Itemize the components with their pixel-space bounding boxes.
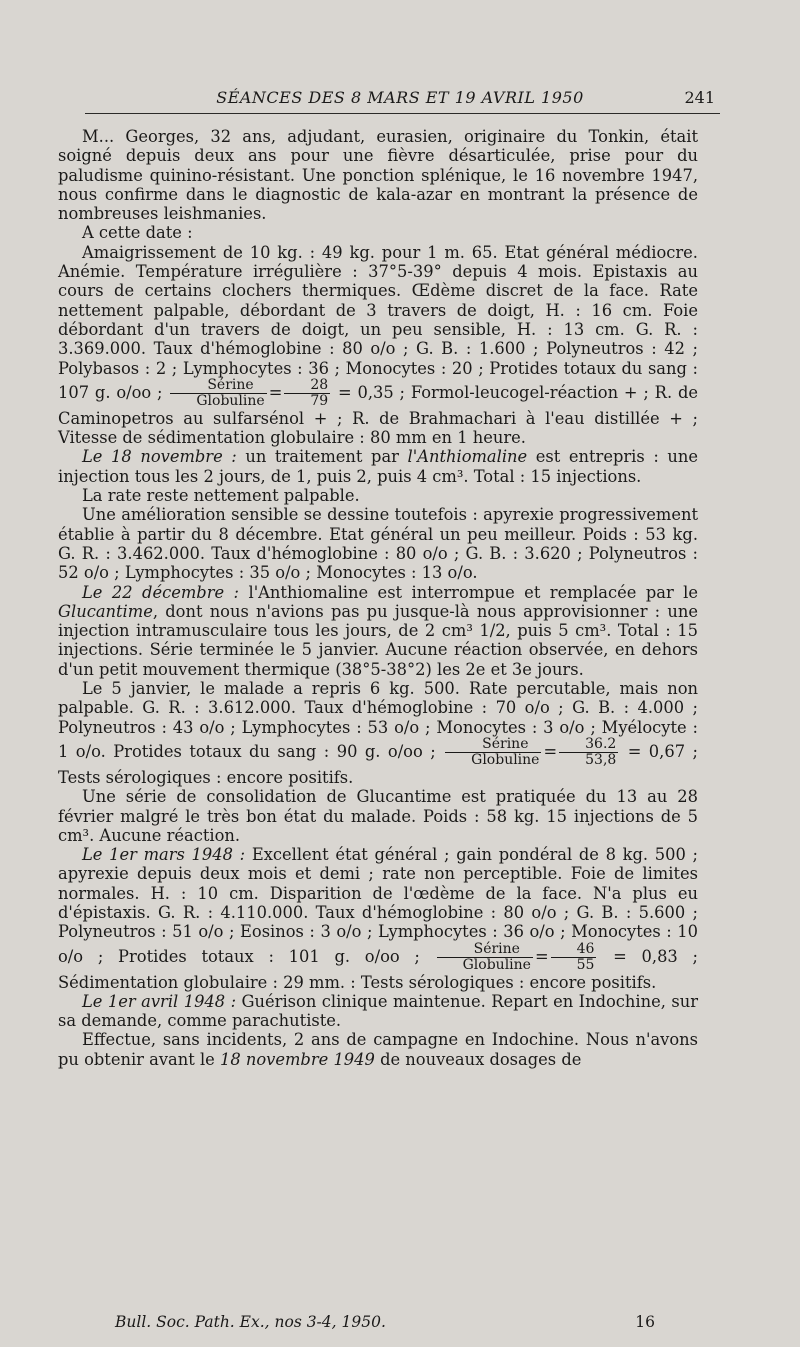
paragraph-text: = 0,67 ; Tests sérologiques : encore positifs.: [58, 741, 698, 787]
page-number: 241: [684, 88, 715, 107]
ratio-fraction: [170, 378, 266, 409]
paragraph: [58, 127, 698, 223]
date-label: Le 1er avril 1948 :: [82, 991, 237, 1011]
date-label: Le 18 novembre :: [82, 447, 237, 467]
journal-citation: Bull. Soc. Path. Ex., nos 3-4, 1950.: [115, 1313, 386, 1331]
paragraph: Le 5 janvier, le malade a repris 6 kg. 500. Rate percutable, mais non palpable. G. R. : 3.612.000. Taux d'hémoglobine : 70 o/o ; G. B. : 4.000 ; Polyneutros : 43 o/o ; Lymphocytes : 53 o/o ; Monocytes : 3 o/o ; Myélocyte : 1 o/o. Protides totaux du sang : 90 g. o/oo ; $\frac{\text{Sérine}}{\text{Globuline}}$ = $\frac{36.2}{53,8}$ = 0,67 ; Tests sérologiques : encore positifs.: [58, 679, 698, 787]
ratio-fraction: [559, 737, 618, 768]
fraction-numerator: Sérine: [473, 940, 520, 957]
fraction-numerator: Sérine: [207, 376, 254, 393]
article-body: [58, 127, 698, 1069]
drug-name: Glucantime: [58, 601, 153, 621]
paragraph: [58, 787, 698, 845]
fraction-denominator: Globuline: [437, 957, 533, 973]
paragraph-text: est entrepris : une injection tous les 2 jours, de 1, puis 2, puis 4 cm³. Total : 15 injections.: [58, 447, 698, 486]
ratio-fraction: [284, 378, 330, 409]
running-header: [85, 88, 715, 112]
paragraph: [58, 447, 698, 486]
ratio-fraction: [551, 942, 597, 973]
fraction-denominator: Globuline: [170, 393, 266, 409]
paragraph-text: Une amélioration sensible se dessine toutefois : apyrexie progressivement établie à partir du 8 décembre. Etat général un peu meilleur. Poids : 53 kg. G. R. : 3.462.000. Taux d'hémoglobine : 80 o/o ; G. B. : 3.620 ; Polyneutros : 52 o/o ; Lymphocytes : 35 o/o ; Monocytes : 13 o/o.: [58, 505, 698, 583]
paragraph-text: un traitement par: [236, 447, 408, 467]
fraction-numerator: 46: [576, 940, 595, 957]
signature-mark: 16: [635, 1313, 655, 1331]
date-label: Le 1er mars 1948 :: [82, 845, 246, 865]
ratio-fraction: [437, 942, 533, 973]
paragraph: [58, 223, 698, 242]
drug-name: l'Anthiomaline: [407, 447, 528, 467]
date-label: Le 22 décembre :: [82, 582, 240, 602]
paragraph-text: Guérison clinique maintenue. Repart en Indochine, sur sa demande, comme parachutiste.: [58, 991, 698, 1031]
paragraph: Amaigrissement de 10 kg. : 49 kg. pour 1 m. 65. Etat général médiocre. Anémie. Température irrégulière : 37°5-39° depuis 4 mois. Epistaxis au cours de certains clochers thermiques. Œdème discret de la face. Rate nettement palpable, débordant de 3 travers de doigt, H. : 16 cm. Foie débordant d'un travers de doigt, un peu sensible, H. : 13 cm. G. R. : 3.369.000. Taux d'hémoglobine : 80 o/o ; G. B. : 1.600 ; Polyneutros : 42 ; Polybasos : 2 ; Lymphocytes : 36 ; Monocytes : 20 ; Protides totaux du sang : 107 g. o/oo ; $\frac{\text{Sérine}}{\text{Globuline}}$ = $\frac{28}{79}$ = 0,35 ; Formol-leucogel-réaction + ; R. de Caminopetros au sulfarsénol + ; R. de Brahmachari à l'eau distillée + ; Vitesse de sédimentation globulaire : 80 mm en 1 heure.: [58, 242, 698, 448]
fraction-numerator: Sérine: [482, 735, 529, 752]
fraction-denominator: 55: [551, 957, 597, 973]
paragraph: [58, 1030, 698, 1069]
paragraph: [58, 486, 698, 505]
paragraph-text: La rate reste nettement palpable.: [82, 486, 360, 506]
paragraph-text: M... Georges, 32 ans, adjudant, eurasien, originaire du Tonkin, était soigné depuis deux ans pour une fièvre désarticulée, prise pour du paludisme quinino-résistant. Une ponction splénique, le 16 novembre 1947, nous confirme dans le diagnostic de kala-azar en montrant la présence de nombreuses leishmanies.: [58, 127, 698, 224]
paragraph-text: = 0,83 ; Sédimentation globulaire : 29 mm. : Tests sérologiques : encore positifs.: [58, 946, 698, 992]
paragraph-text: Amaigrissement de 10 kg. : 49 kg. pour 1 m. 65. Etat général médiocre. Anémie. Température irrégulière : 37°5-39° depuis 4 mois. Epistaxis au cours de certains clochers thermiques. Œdème discret de la face. Rate nettement palpable, débordant de 3 travers de doigt, H. : 16 cm. Foie débordant d'un travers de doigt, un peu sensible, H. : 13 cm. G. R. : 3.369.000. Taux d'hémoglobine : 80 o/o ; G. B. : 1.600 ; Polyneutros : 42 ; Polybasos : 2 ; Lymphocytes : 36 ; Monocytes : 20 ; Protides totaux du sang : 107 g. o/oo ;: [58, 242, 698, 402]
date-label: 18 novembre 1949: [219, 1049, 375, 1069]
paragraph-text: Une série de consolidation de Glucantime est pratiquée du 13 au 28 février malgré le très bon état du malade. Poids : 58 kg. 15 injections de 5 cm³. Aucune réaction.: [58, 787, 698, 845]
ratio-fraction: [445, 737, 541, 768]
paragraph-text: l'Anthiomaline est interrompue et remplacée par le: [239, 582, 699, 602]
paragraph-text: = 0,35 ; Formol-leucogel-réaction + ; R. de Caminopetros au sulfarsénol + ; R. de Brahmachari à l'eau distillée + ; Vitesse de sédimentation globulaire : 80 mm en 1 heure.: [58, 382, 698, 448]
paragraph: [58, 992, 698, 1031]
paragraph: [58, 505, 698, 582]
paragraph-text: Le 5 janvier, le malade a repris 6 kg. 500. Rate percutable, mais non palpable. G. R. : 3.612.000. Taux d'hémoglobine : 70 o/o ; G. B. : 4.000 ; Polyneutros : 43 o/o ; Lymphocytes : 53 o/o ; Monocytes : 3 o/o ; Myélocyte : 1 o/o. Protides totaux du sang : 90 g. o/oo ;: [58, 679, 698, 761]
paragraph-text: Excellent état général ; gain pondéral de 8 kg. 500 ; apyrexie depuis deux mois et demi ; rate non perceptible. Foie de limites normales. H. : 10 cm. Disparition de l'œdème de la face. N'a plus eu d'épistaxis. G. R. : 4.110.000. Taux d'hémoglobine : 80 o/o ; G. B. : 5.600 ; Polyneutros : 51 o/o ; Eosinos : 3 o/o ; Lymphocytes : 36 o/o ; Monocytes : 10 o/o ; Protides totaux : 101 g. o/oo ;: [58, 845, 698, 966]
paragraph-text: Effectue, sans incidents, 2 ans de campagne en Indochine. Nous n'avons pu obtenir avant le: [58, 1030, 698, 1069]
header-rule: [85, 113, 720, 114]
fraction-numerator: 36.2: [585, 735, 617, 752]
paragraph-text: A cette date :: [82, 223, 193, 243]
paragraph: [58, 583, 698, 679]
fraction-numerator: 28: [310, 376, 329, 393]
paragraph-text: , dont nous n'avions pas pu jusque-là nous approvisionner : une injection intramusculaire tous les jours, de 2 cm³ 1/2, puis 5 cm³. Total : 15 injections. Série terminée le 5 janvier. Aucune réaction observée, en dehors d'un petit mouvement thermique (38°5-38°2) les 2e et 3e jours.: [58, 601, 698, 679]
paragraph: Le 1er mars 1948 : Excellent état général ; gain pondéral de 8 kg. 500 ; apyrexie depuis deux mois et demi ; rate non perceptible. Foie de limites normales. H. : 10 cm. Disparition de l'œdème de la face. N'a plus eu d'épistaxis. G. R. : 4.110.000. Taux d'hémoglobine : 80 o/o ; G. B. : 5.600 ; Polyneutros : 51 o/o ; Eosinos : 3 o/o ; Lymphocytes : 36 o/o ; Monocytes : 10 o/o ; Protides totaux : 101 g. o/oo ; $\frac{\text{Sérine}}{\text{Globuline}}$ = $\frac{46}{55}$ = 0,83 ; Sédimentation globulaire : 29 mm. : Tests sérologiques : encore positifs.: [58, 845, 698, 992]
fraction-denominator: 79: [284, 393, 330, 409]
header-title: SÉANCES DES 8 MARS ET 19 AVRIL 1950: [216, 88, 584, 107]
paragraph-text: de nouveaux dosages de: [374, 1049, 582, 1069]
fraction-denominator: 53,8: [559, 752, 618, 768]
fraction-denominator: Globuline: [445, 752, 541, 768]
page-footer: [115, 1313, 655, 1335]
